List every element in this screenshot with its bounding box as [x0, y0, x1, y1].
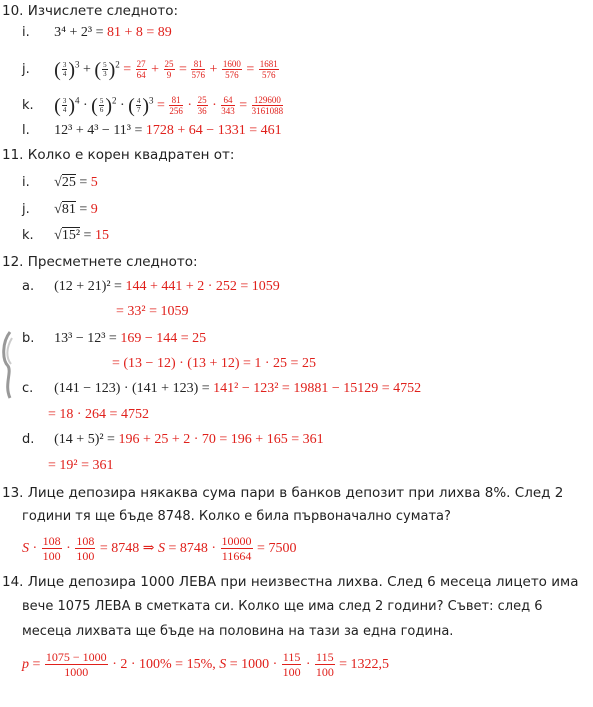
q12-item-c	[22, 380, 421, 398]
expression-answer: = $\frac{27}{64}$ + $\frac{25}{9}$ = $\frac{81}{576}$ + $\frac{1600}{576}$ = $\frac{1681}{576}$	[123, 58, 278, 80]
q11-item-j	[22, 201, 98, 219]
item-label: l.	[22, 123, 30, 138]
item-label: k.	[22, 97, 34, 113]
decorative-flourish-icon	[0, 330, 14, 400]
expression-lhs: √81 =	[54, 202, 91, 217]
question-14-solution: p = $\frac{1075 - 1000}{1000}$ · 2 · 100% = 15%, S = 1000 · $\frac{115}{100}$ · $\frac{115}{100}$ = 1322,5	[22, 650, 389, 680]
q12-item-d	[22, 431, 324, 449]
item-label: j.	[22, 202, 30, 217]
expression-lhs: ( $\frac{3}{4}$ )$^3$ + ( $\frac{5}{3}$ )$^2$	[54, 58, 120, 81]
expression-lhs: 13³ − 12³ =	[54, 331, 121, 346]
expression-answer: 5	[90, 175, 98, 190]
expression-lhs: (12 + 21)² =	[54, 279, 126, 294]
item-label: k.	[22, 228, 34, 243]
expression-answer: 81 + 8 = 89	[107, 25, 172, 40]
q11-item-k	[22, 227, 109, 245]
question-10-heading: 10. Изчислете следното:	[2, 3, 179, 19]
question-12-heading: 12. Пресметнете следното:	[2, 254, 198, 270]
q11-item-i	[22, 174, 98, 192]
item-label: i.	[22, 25, 30, 40]
question-14-text-line-3: месеца лихвата ще бъде на половина на тази за една година.	[22, 624, 454, 639]
item-label: a.	[22, 279, 35, 294]
expression-answer: 144 + 441 + 2 · 252 = 1059	[125, 279, 280, 294]
expression-lhs: (141 − 123) · (141 + 123) =	[54, 381, 214, 396]
expression-answer: 9	[90, 202, 98, 217]
question-14-text-line-2: вече 1075 ЛЕВА в сметката си. Колко ще има след 2 години? Съвет: след 6	[22, 599, 543, 614]
q10-item-k	[22, 88, 284, 118]
expression-lhs: (14 + 5)² =	[54, 432, 119, 447]
question-14-heading: 14. Лице депозира 1000 ЛЕВА при неизвестна лихва. След 6 месеца лицето има	[2, 574, 579, 590]
q12-item-a	[22, 278, 280, 296]
q12-item-c-continuation: = 18 · 264 = 4752	[48, 407, 149, 422]
q12-item-b	[22, 330, 206, 348]
expression-answer: 141² − 123² = 19881 − 15129 = 4752	[213, 381, 422, 396]
question-13-text-line-2: години тя ще бъде 8748. Колко е била първоначално сумата?	[22, 509, 451, 524]
q12-item-a-continuation: = 33² = 1059	[116, 304, 189, 319]
q10-item-i	[22, 24, 172, 42]
item-label: j.	[22, 61, 30, 77]
expression-answer: 1728 + 64 − 1331 = 461	[145, 123, 282, 138]
item-label: b.	[22, 331, 35, 346]
question-13-heading: 13. Лице депозира някаква сума пари в банков депозит при лихва 8%. След 2	[2, 485, 564, 501]
expression-lhs: √15² =	[54, 228, 95, 243]
q10-item-l	[22, 122, 282, 140]
expression-answer: 196 + 25 + 2 · 70 = 196 + 165 = 361	[118, 432, 324, 447]
expression-answer: 15	[94, 228, 109, 243]
expression-lhs: ( $\frac{3}{4}$ )$^4$ · ( $\frac{5}{6}$ )$^2$ · ( $\frac{4}{7}$ )$^3$	[54, 94, 154, 117]
q10-item-j	[22, 52, 280, 82]
q12-item-b-continuation: = (13 − 12) · (13 + 12) = 1 · 25 = 25	[112, 356, 316, 371]
expression-lhs: √25 =	[54, 175, 91, 190]
expression-lhs: 12³ + 4³ − 11³ =	[54, 123, 146, 138]
q12-item-d-continuation: = 19² = 361	[48, 458, 114, 473]
question-13-solution: S · $\frac{108}{100}$ · $\frac{108}{100}$ = 8748 ⇒ S = 8748 · $\frac{10000}{11664}$ = 7500	[22, 534, 297, 564]
expression-answer: = $\frac{81}{256}$ · $\frac{25}{36}$ · $\frac{64}{343}$ = $\frac{129600}{3161088}$	[157, 94, 284, 116]
item-label: c.	[22, 381, 34, 396]
item-label: d.	[22, 432, 35, 447]
expression-answer: 169 − 144 = 25	[120, 331, 207, 346]
question-11-heading: 11. Колко е корен квадратен от:	[2, 147, 235, 163]
expression-lhs: 3⁴ + 2³ =	[54, 25, 108, 40]
item-label: i.	[22, 175, 30, 190]
